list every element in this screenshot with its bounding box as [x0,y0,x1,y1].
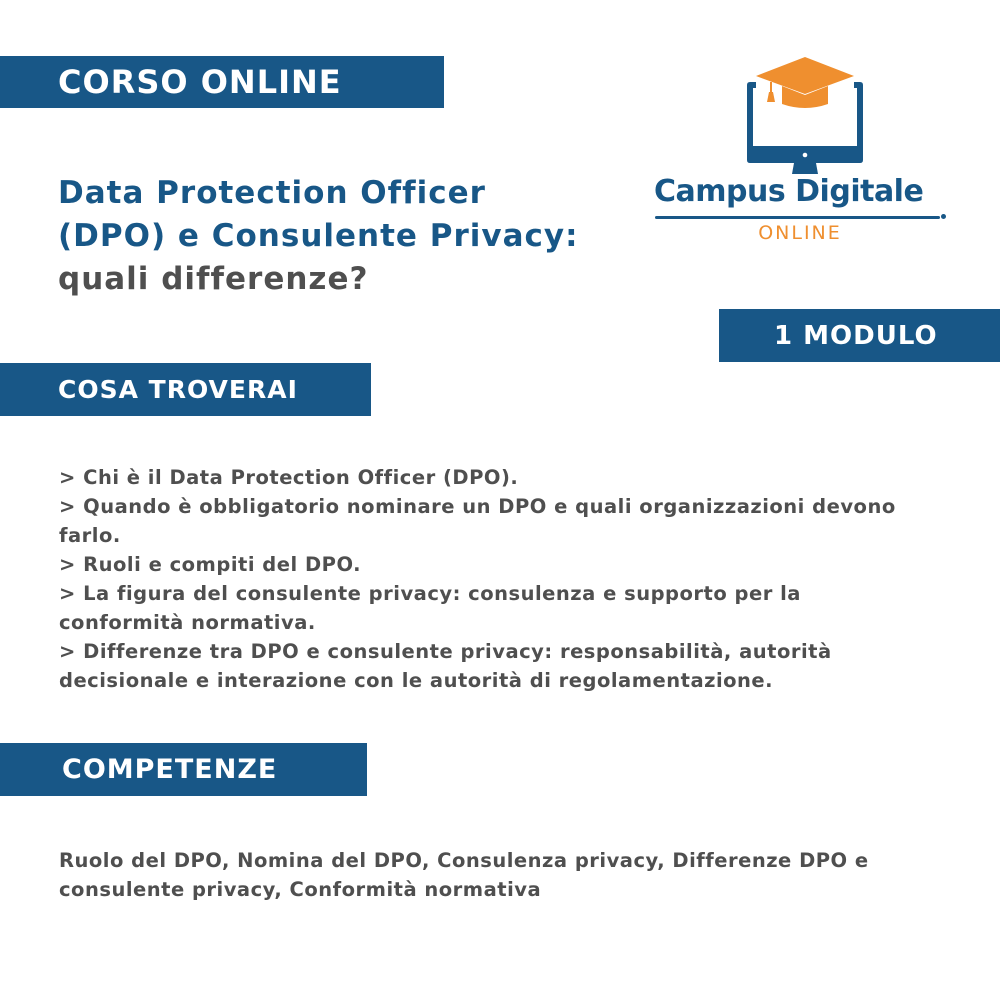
logo-underline [655,216,940,219]
logo-subtitle: ONLINE [758,222,842,244]
what-you-find-heading-banner [0,363,371,416]
modules-count-banner [719,309,1000,362]
logo-dot [941,214,946,219]
skills-heading-banner [0,743,367,796]
campus-digitale-logo [650,52,950,252]
course-title-line-2: (DPO) e Consulente Privacy: [58,218,579,254]
course-type-banner [0,56,444,108]
list-item: > La figura del consulente privacy: consulenza e supporto per la conformità normativa. [59,582,801,634]
skills-heading: COMPETENZE [62,754,278,785]
what-you-find-heading: COSA TROVERAI [58,375,298,404]
course-title-line-1: Data Protection Officer [58,175,486,211]
course-type-label: CORSO ONLINE [58,63,342,101]
list-item: > Chi è il Data Protection Officer (DPO). [59,466,519,489]
course-title-line-3: quali differenze? [58,261,369,297]
list-item: > Quando è obbligatorio nominare un DPO e quali organizzazioni devono farlo. [59,495,896,547]
list-item: > Ruoli e compiti del DPO. [59,553,361,576]
monitor-graduation-cap-icon [650,52,950,177]
modules-count-label: 1 MODULO [774,320,938,351]
course-title [58,172,579,301]
what-you-find-list [59,463,909,695]
skills-text: Ruolo del DPO, Nomina del DPO, Consulenza privacy, Differenze DPO e consulente privacy, Conformità normativa [59,849,869,901]
list-item: > Differenze tra DPO e consulente privacy: responsabilità, autorità decisionale e interazione con le autorità di regolamentazione. [59,640,832,692]
logo-brand-name: Campus Digitale [654,174,924,209]
